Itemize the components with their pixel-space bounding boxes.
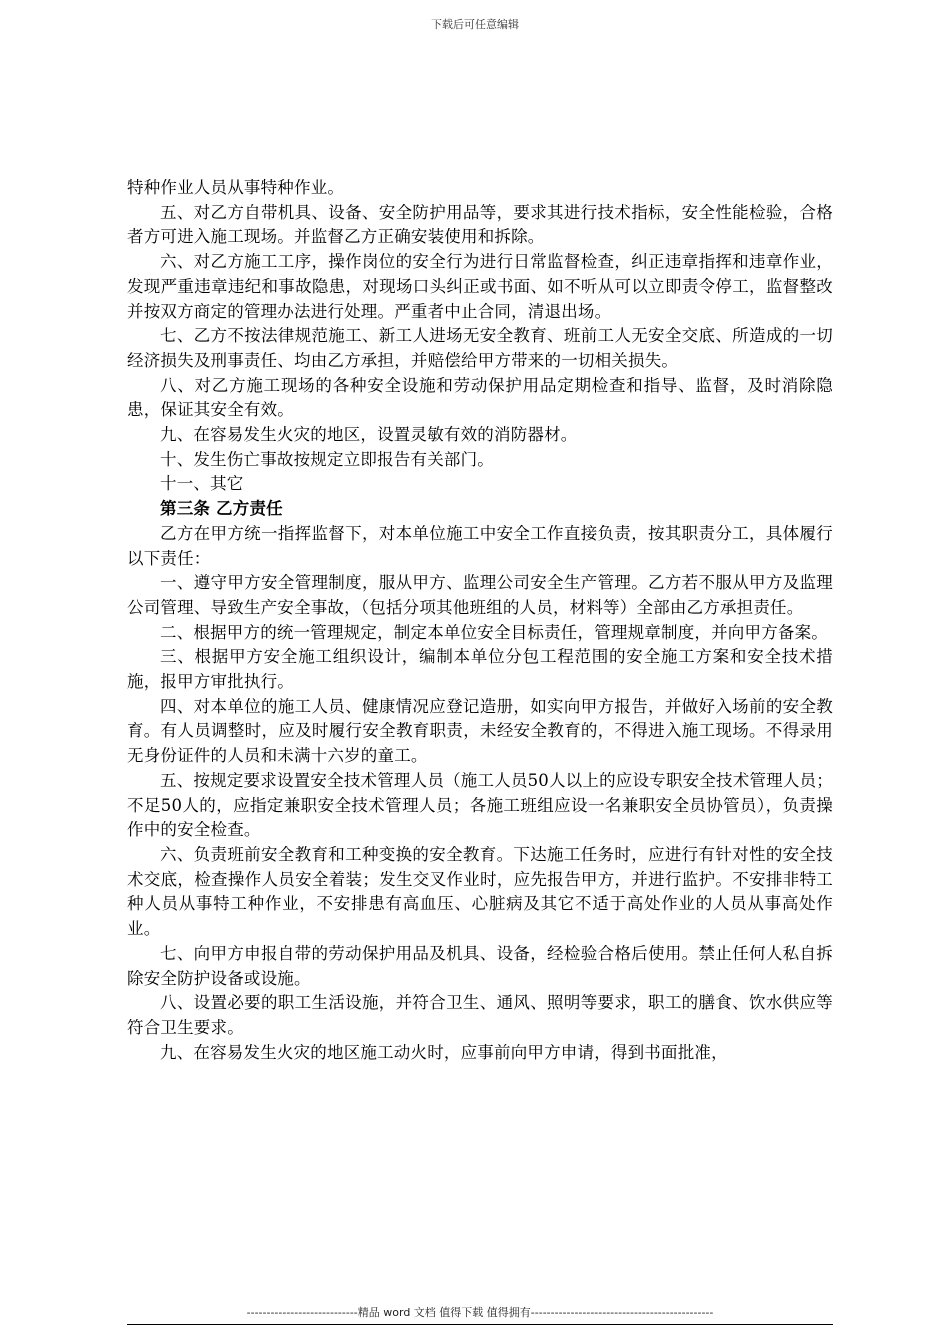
section-heading: 第三条 乙方责任 bbox=[160, 499, 283, 519]
paragraph: 八、设置必要的职工生活设施，并符合卫生、通风、照明等要求，职工的膳食、饮水供应等符合卫生要求。 bbox=[127, 993, 833, 1037]
paragraph: 七、乙方不按法律规范施工、新工人进场无安全教育、班前工人无安全交底、所造成的一切经济损失及刑事责任、均由乙方承担，并赔偿给甲方带来的一切相关损失。 bbox=[127, 326, 833, 370]
paragraph: 六、对乙方施工工序，操作岗位的安全行为进行日常监督检查，纠正违章指挥和违章作业，发现严重违章违纪和事故隐患，对现场口头纠正或书面、如不听从可以立即责令停工，监督整改并按双方商定的管理办法进行处理。严重者中止合同，清退出场。 bbox=[127, 252, 833, 321]
paragraph: 四、对本单位的施工人员、健康情况应登记造册，如实向甲方报告，并做好入场前的安全教育。有人员调整时，应及时履行安全教育职责，未经安全教育的，不得进入施工现场。不得录用无身份证件的人员和未满十六岁的童工。 bbox=[127, 696, 833, 766]
paragraph: 一、遵守甲方安全管理制度，服从甲方、监理公司安全生产管理。乙方若不服从甲方及监理公司管理、导致生产安全事故，（包括分项其他班组的人员，材料等）全部由乙方承担责任。 bbox=[127, 573, 833, 617]
paragraph: 九、在容易发生火灾的地区施工动火时，应事前向甲方申请，得到书面批准， bbox=[160, 1042, 728, 1062]
document-body bbox=[127, 176, 833, 1065]
footer-rule bbox=[127, 1324, 833, 1325]
paragraph: 八、对乙方施工现场的各种安全设施和劳动保护用品定期检查和指导、监督，及时消除隐患，保证其安全有效。 bbox=[127, 375, 833, 420]
paragraph: 十一、其它 bbox=[160, 474, 244, 494]
paragraph: 特种作业人员从事特种作业。 bbox=[127, 178, 345, 197]
paragraph: 六、负责班前安全教育和工种变换的安全教育。下达施工任务时，应进行有针对性的安全技术交底，检查操作人员安全着装；发生交叉作业时，应先报告甲方，并进行监护。不安排非特工种人员从事特工种作业，不安排患有高血压、心脏病及其它不适于高处作业的人员从事高处作业。 bbox=[127, 844, 833, 939]
paragraph: 七、向甲方申报自带的劳动保护用品及机具、设备，经检验合格后使用。禁止任何人私自拆除安全防护设备或设施。 bbox=[127, 943, 833, 988]
page-header: 下载后可任意编辑 bbox=[431, 18, 519, 31]
paragraph: 二、根据甲方的统一管理规定，制定本单位安全目标责任，管理规章制度，并向甲方备案。 bbox=[160, 622, 828, 642]
paragraph: 乙方在甲方统一指挥监督下，对本单位施工中安全工作直接负责，按其职责分工，具体履行以下责任： bbox=[127, 523, 833, 568]
paragraph: 五、对乙方自带机具、设备、安全防护用品等，要求其进行技术指标，安全性能检验，合格者方可进入施工现场。并监督乙方正确安装使用和拆除。 bbox=[127, 202, 833, 247]
paragraph: 十、发生伤亡事故按规定立即报告有关部门。 bbox=[160, 449, 494, 469]
paragraph: 三、根据甲方安全施工组织设计，编制本单位分包工程范围的安全施工方案和安全技术措施，报甲方审批执行。 bbox=[127, 647, 833, 692]
paragraph: 九、在容易发生火灾的地区，设置灵敏有效的消防器材。 bbox=[160, 425, 578, 445]
page-footer: ----------------------------精品 word 文档 值得下载 值得拥有---------------------------------------------- bbox=[246, 1306, 714, 1319]
paragraph: 五、按规定要求设置安全技术管理人员（施工人员50人以上的应设专职安全技术管理人员；不足50人的，应指定兼职安全技术管理人员；各施工班组应设一名兼职安全员协管员），负责操作中的安全检查。 bbox=[127, 770, 833, 840]
